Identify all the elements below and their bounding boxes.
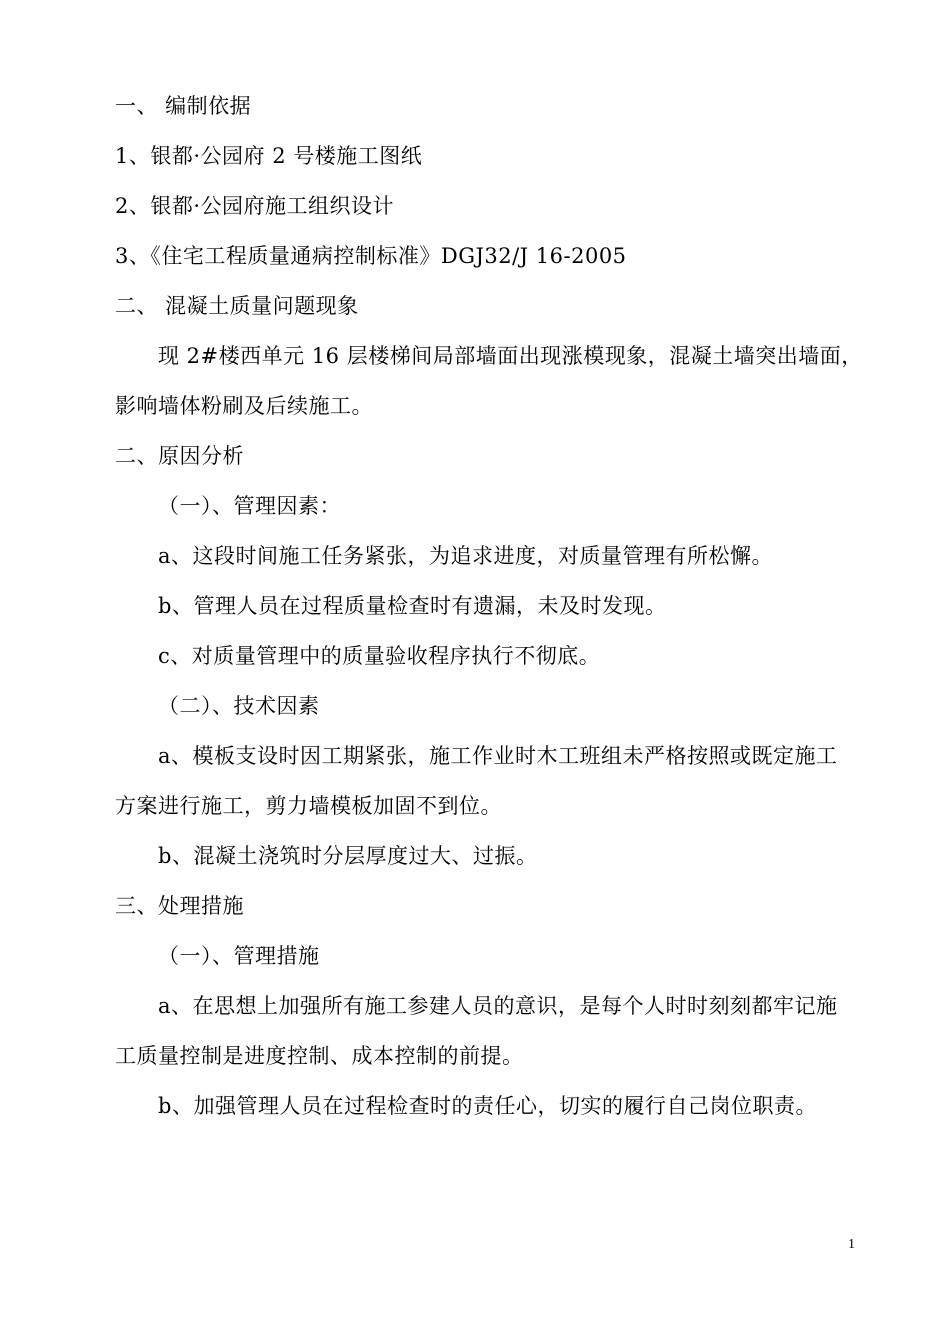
technical-factor-a-line-2: 方案进行施工，剪力墙模板加固不到位。 <box>115 794 502 818</box>
management-measure-b: b、加强管理人员在过程检查时的责任心，切实的履行自己岗位职责。 <box>158 1094 817 1118</box>
management-factor-b: b、管理人员在过程质量检查时有遗漏，未及时发现。 <box>158 594 667 618</box>
basis-item-2: 2、银都·公园府施工组织设计 <box>115 194 395 218</box>
management-factor-a: a、这段时间施工任务紧张，为追求进度，对质量管理有所松懈。 <box>158 544 774 568</box>
basis-item-1: 1、银都·公园府 2 号楼施工图纸 <box>115 144 423 168</box>
management-factor-c: c、对质量管理中的质量验收程序执行不彻底。 <box>158 644 601 668</box>
technical-factor-b: b、混凝土浇筑时分层厚度过大、过振。 <box>158 844 538 868</box>
technical-factor-a-line-1: a、模板支设时因工期紧张，施工作业时木工班组未严格按照或既定施工 <box>158 744 838 768</box>
phenomenon-paragraph-line-2: 影响墙体粉刷及后续施工。 <box>115 394 373 418</box>
subheading-management-factors: （一）、管理因素： <box>158 494 341 518</box>
heading-phenomenon: 二、 混凝土质量问题现象 <box>115 294 359 318</box>
heading-cause-analysis: 二、原因分析 <box>115 444 244 468</box>
heading-basis: 一、 编制依据 <box>115 94 252 118</box>
phenomenon-paragraph-line-1: 现 2#楼西单元 16 层楼梯间局部墙面出现涨模现象，混凝土墙突出墙面， <box>158 344 863 368</box>
basis-item-3: 3、《住宅工程质量通病控制标准》DGJ32/J 16-2005 <box>115 244 627 268</box>
page-number: 1 <box>848 1237 855 1252</box>
management-measure-a-line-2: 工质量控制是进度控制、成本控制的前提。 <box>115 1044 524 1068</box>
management-measure-a-line-1: a、在思想上加强所有施工参建人员的意识，是每个人时时刻刻都牢记施 <box>158 994 838 1018</box>
heading-measures: 三、处理措施 <box>115 894 244 918</box>
subheading-technical-factors: （二）、技术因素 <box>158 694 320 718</box>
subheading-management-measures: （一）、管理措施 <box>158 944 320 968</box>
